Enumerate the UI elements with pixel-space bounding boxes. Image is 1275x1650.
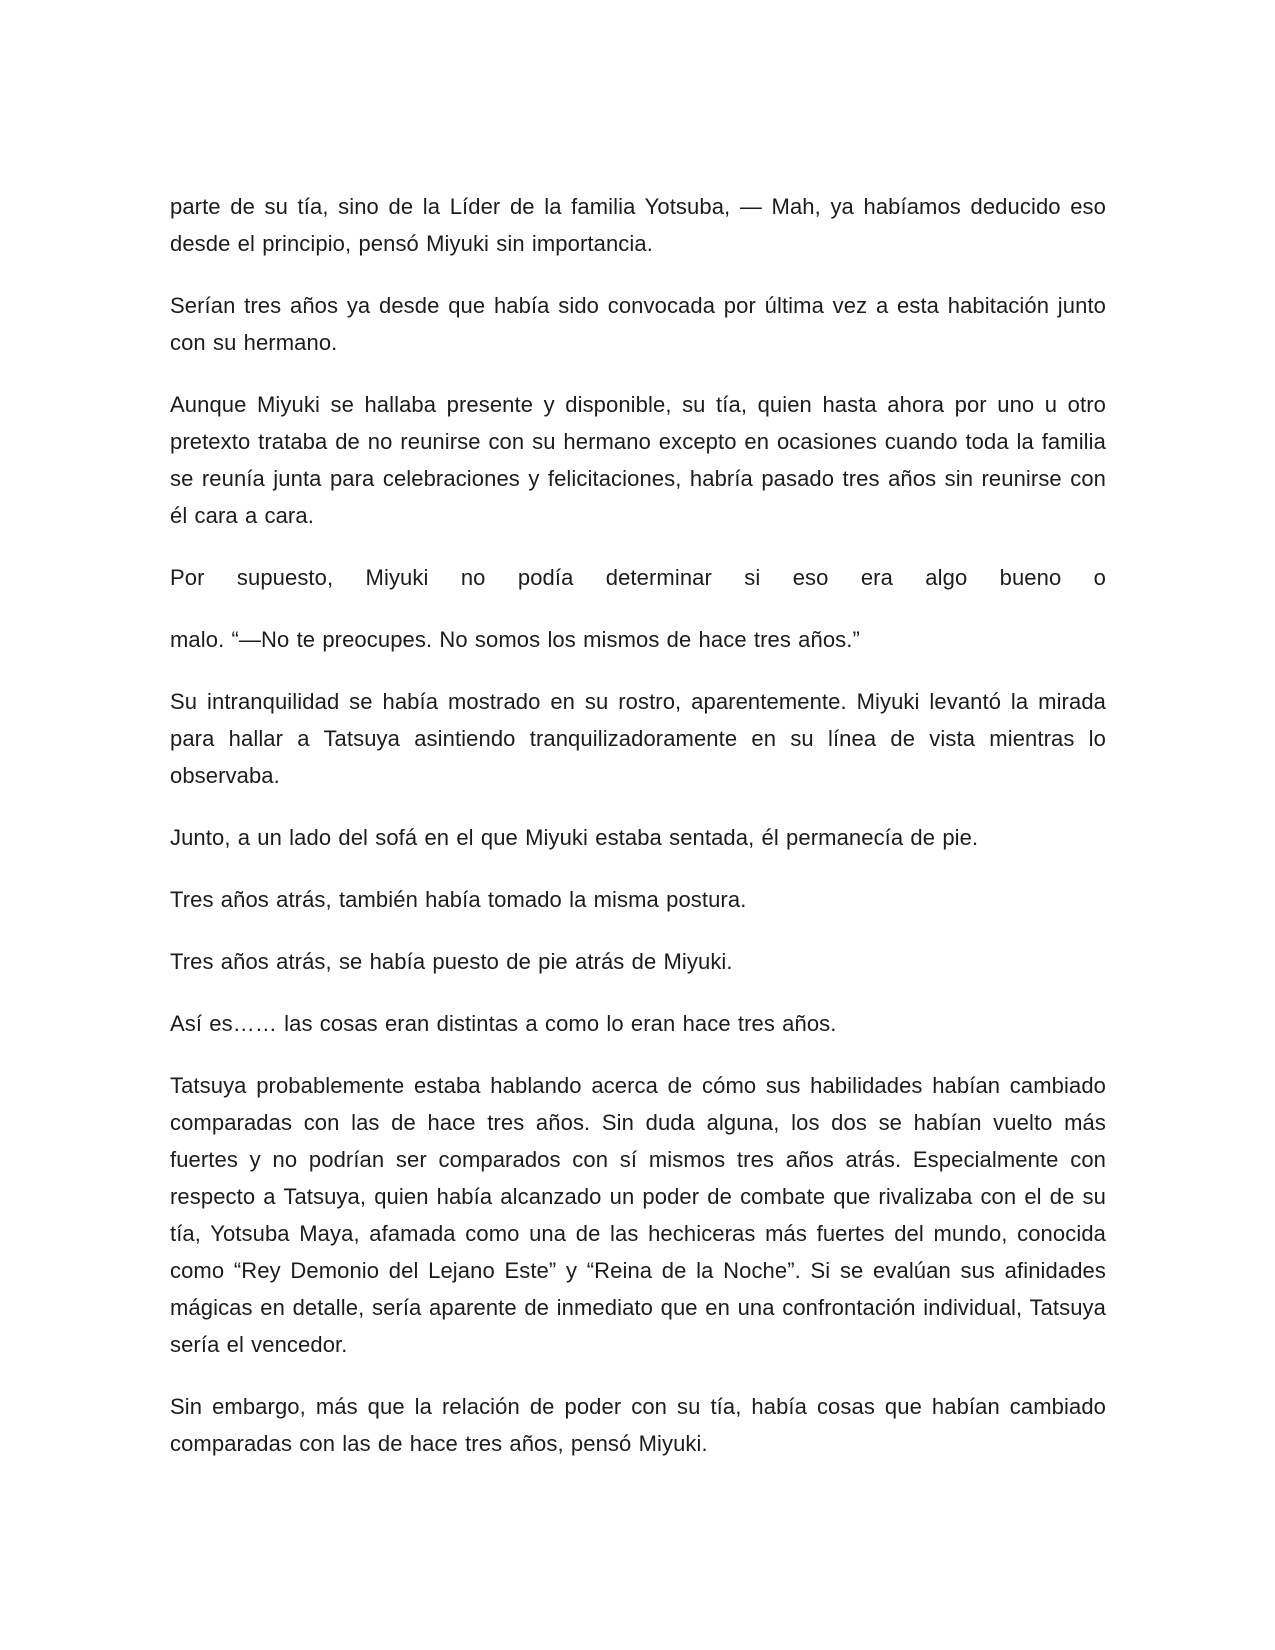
paragraph: Aunque Miyuki se hallaba presente y disponible, su tía, quien hasta ahora por uno u otro pretexto trataba de no reunirse con su hermano excepto en ocasiones cuando toda la familia se reunía junta para celebraciones y felicitaciones, habría pasado tres años sin reunirse con él cara a cara.: [170, 392, 1106, 528]
paragraph: Serían tres años ya desde que había sido convocada por última vez a esta habitación junto con su hermano.: [170, 293, 1106, 355]
paragraph: Sin embargo, más que la relación de poder con su tía, había cosas que habían cambiado comparadas con las de hace tres años, pensó Miyuki.: [170, 1394, 1106, 1456]
paragraph: Así es…… las cosas eran distintas a como lo eran hace tres años.: [170, 1011, 837, 1036]
text-block: [170, 188, 1106, 1462]
paragraph: Tres años atrás, también había tomado la misma postura.: [170, 887, 747, 912]
paragraph: Junto, a un lado del sofá en el que Miyuki estaba sentada, él permanecía de pie.: [170, 825, 979, 850]
paragraph: Tres años atrás, se había puesto de pie atrás de Miyuki.: [170, 949, 733, 974]
paragraph: malo. “—No te preocupes. No somos los mismos de hace tres años.”: [170, 627, 860, 652]
paragraph: Su intranquilidad se había mostrado en su rostro, aparentemente. Miyuki levantó la mirada para hallar a Tatsuya asintiendo tranquilizadoramente en su línea de vista mientras lo observaba.: [170, 689, 1106, 788]
paragraph: Tatsuya probablemente estaba hablando acerca de cómo sus habilidades habían cambiado comparadas con las de hace tres años. Sin duda alguna, los dos se habían vuelto más fuertes y no podrían ser comparados con sí mismos tres años atrás. Especialmente con respecto a Tatsuya, quien había alcanzado un poder de combate que rivalizaba con el de su tía, Yotsuba Maya, afamada como una de las hechiceras más fuertes del mundo, conocida como “Rey Demonio del Lejano Este” y “Reina de la Noche”. Si se evalúan sus afinidades mágicas en detalle, sería aparente de inmediato que en una confrontación individual, Tatsuya sería el vencedor.: [170, 1073, 1106, 1357]
paragraph: Por supuesto, Miyuki no podía determinar si eso era algo bueno o: [170, 565, 1106, 590]
paragraph: parte de su tía, sino de la Líder de la familia Yotsuba, — Mah, ya habíamos deducido eso desde el principio, pensó Miyuki sin importancia.: [170, 194, 1106, 256]
